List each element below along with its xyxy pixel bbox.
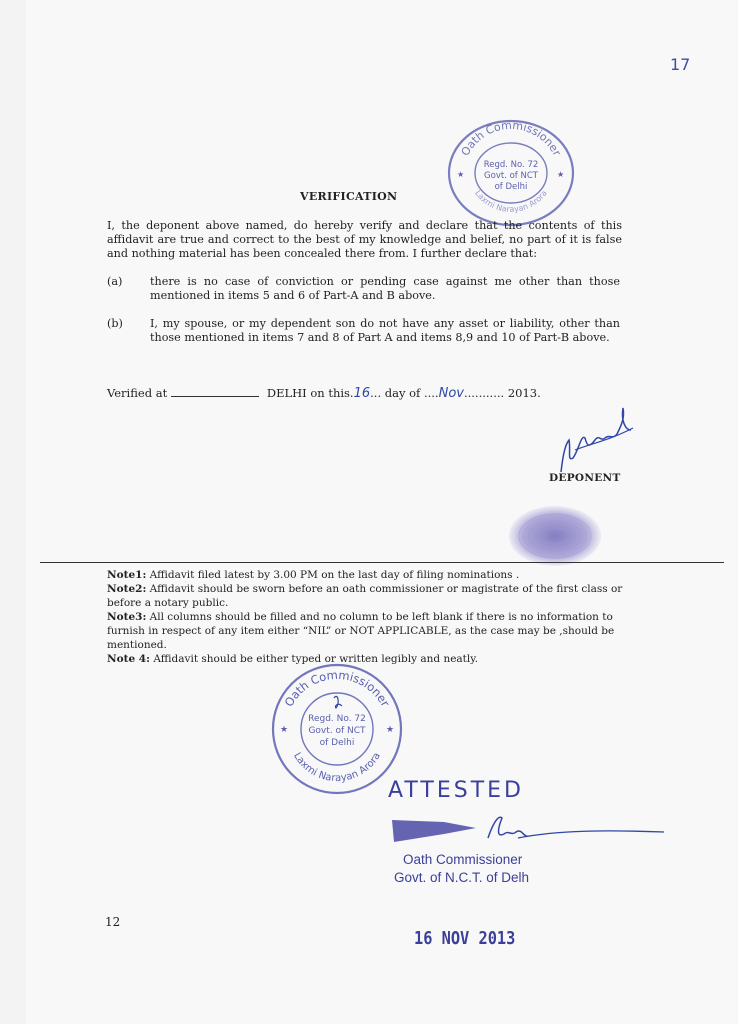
page-number: 12 xyxy=(105,915,121,929)
seal-bottom-line3: of Delhi xyxy=(319,738,355,748)
verified-prefix: Verified at xyxy=(107,386,168,400)
govt-label: Govt. of N.C.T. of Delh xyxy=(394,870,530,885)
handwritten-day: 16 xyxy=(353,386,371,401)
item-a-text: there is no case of conviction or pending case against me other than those mentioned in items 5 and 6 of Part-A and B above. xyxy=(150,275,620,302)
seal-bottom-outer-text: Oath Commissioner xyxy=(281,667,393,710)
verified-at-line xyxy=(107,386,541,401)
attested-stamp: ATTESTED xyxy=(388,778,524,803)
verified-place: DELHI on this. xyxy=(266,386,354,400)
day-suffix: ... day of .... xyxy=(370,386,439,400)
svg-text:Laxmi Narayan Arora xyxy=(291,751,383,784)
notes-section xyxy=(107,568,627,666)
item-a-label: (a) xyxy=(107,275,123,288)
deponent-label: DEPONENT xyxy=(549,472,621,484)
handwritten-month: Nov xyxy=(438,386,464,401)
seal-top-line2: Govt. of NCT xyxy=(484,171,538,181)
notes-divider xyxy=(40,562,724,563)
svg-text:★: ★ xyxy=(557,170,565,179)
svg-text:★: ★ xyxy=(457,170,465,179)
svg-text:Oath Commissioner xyxy=(459,119,564,159)
verification-title: VERIFICATION xyxy=(300,190,398,203)
note-3: Note3: All columns should be filled and no column to be left blank if there is no information to furnish in respect of any item either “NIL” or NOT APPLICABLE, as the case may be ,should be mentioned. xyxy=(107,611,615,651)
oath-commissioner-label: Oath Commissioner xyxy=(403,852,523,867)
attestation-signature xyxy=(388,808,670,854)
note-2: Note2: Affidavit should be sworn before an oath commissioner or magistrate of the first class or before a notary public. xyxy=(107,583,623,609)
item-b-text: I, my spouse, or my dependent son do not have any asset or liability, other than those mentioned in items 7 and 8 of Part A and items 8,9 and 10 of Part-B above. xyxy=(150,317,620,344)
page-corner-mark: 17 xyxy=(670,55,691,74)
note-1: Note1: Affidavit filed latest by 3.00 PM on the last day of filing nominations . xyxy=(107,569,520,581)
svg-text:★: ★ xyxy=(386,725,395,735)
item-b-label: (b) xyxy=(107,317,123,330)
seal-top-outer-text: Oath Commissioner xyxy=(458,118,564,159)
month-suffix: ........... 2013. xyxy=(463,386,541,400)
svg-text:Oath Commissioner xyxy=(282,668,393,710)
place-blank xyxy=(171,386,259,397)
oath-commissioner-seal-bottom xyxy=(268,662,406,796)
document-page xyxy=(26,0,738,1024)
date-stamp: 16 NOV 2013 xyxy=(414,928,516,949)
oath-commissioner-seal-top xyxy=(445,115,577,227)
seal-top-bottom-text: Laxmi Narayan Arora xyxy=(473,188,549,214)
thumbprint xyxy=(505,500,605,570)
seal-top-line1: Regd. No. 72 xyxy=(483,160,539,170)
deponent-signature xyxy=(555,400,640,475)
seal-bottom-line1: Regd. No. 72 xyxy=(308,714,366,724)
note-4: Note 4: Affidavit should be either typed or written legibly and neatly. xyxy=(107,653,479,665)
seal-bottom-name-text: Laxmi Narayan Arora xyxy=(291,750,383,785)
svg-text:★: ★ xyxy=(280,725,289,735)
seal-top-line3: of Delhi xyxy=(494,182,528,192)
seal-bottom-line2: Govt. of NCT xyxy=(308,726,366,736)
verification-paragraph: I, the deponent above named, do hereby verify and declare that the contents of this affidavit are true and correct to the best of my knowledge and belief, no part of it is false and nothing material has been concealed there from. I further declare that: xyxy=(107,219,622,260)
